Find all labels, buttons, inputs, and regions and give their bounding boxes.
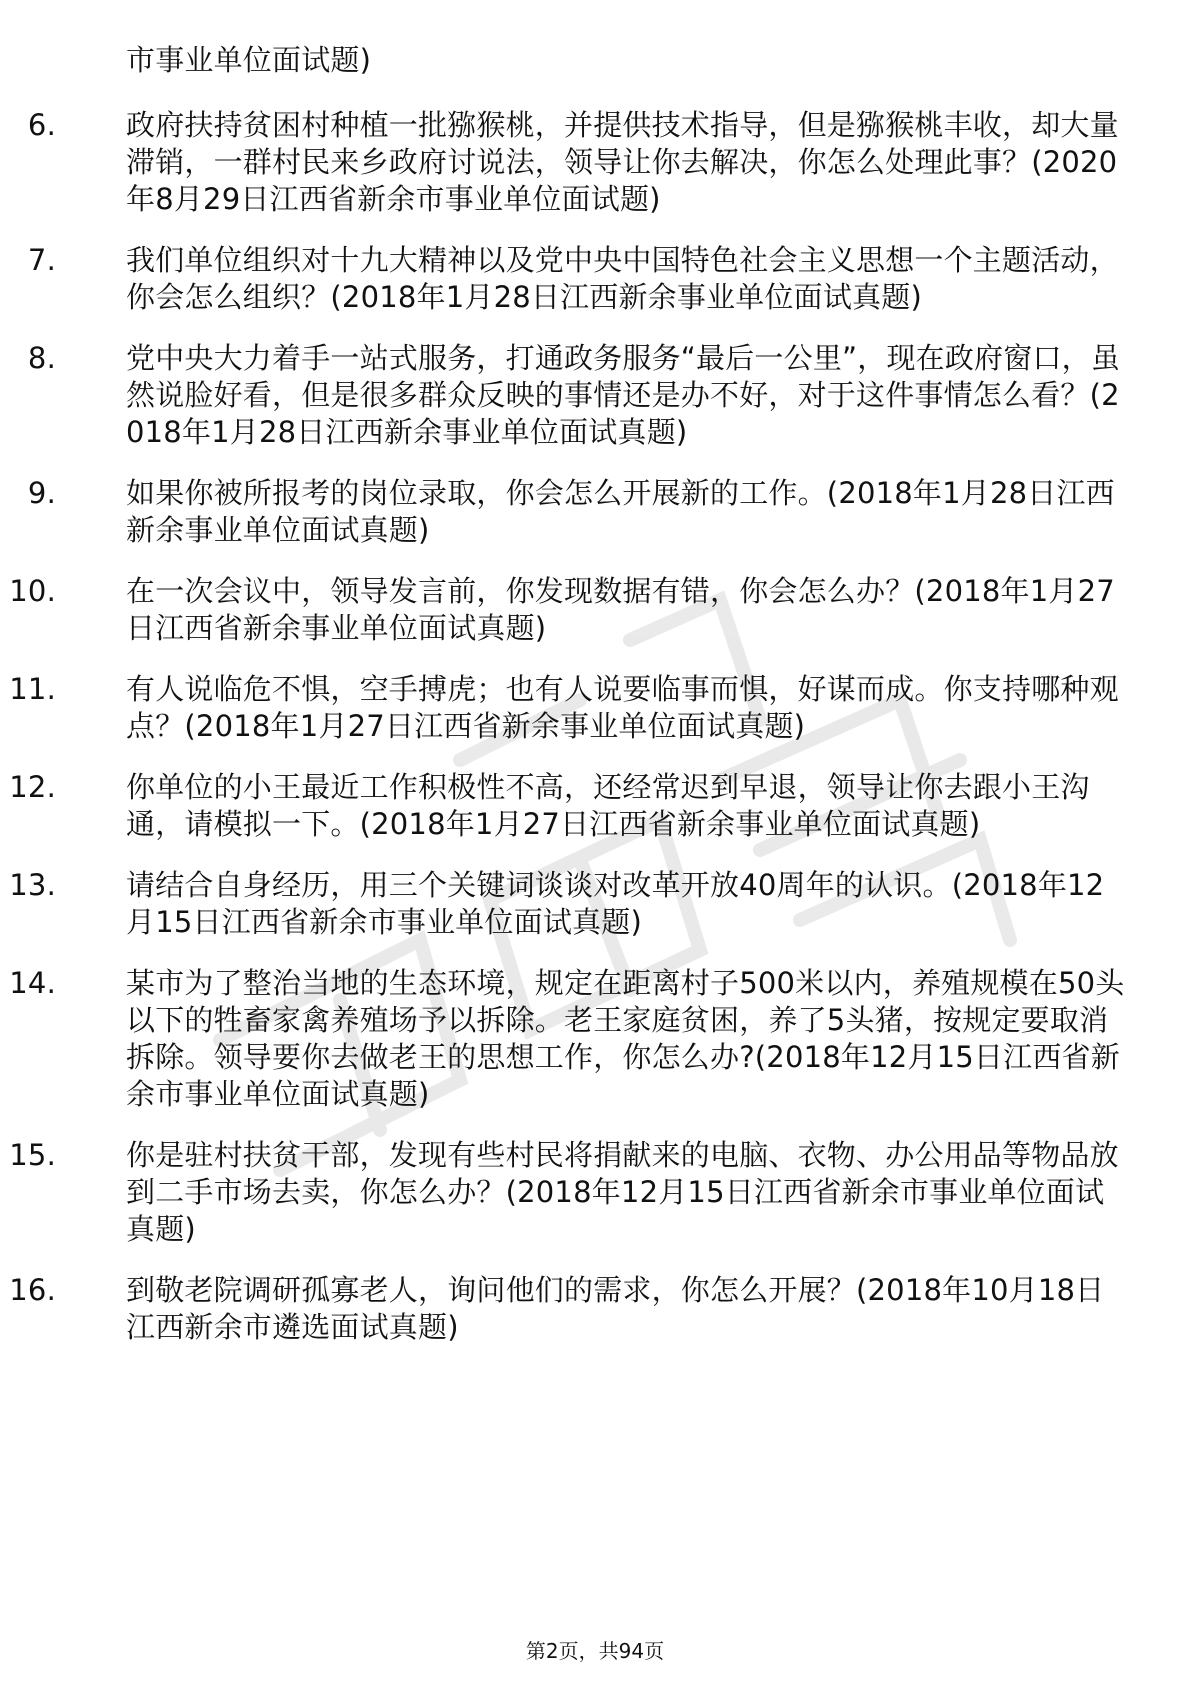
question-item	[0, 107, 1126, 218]
question-number: 14.	[9, 966, 56, 1000]
question-text: 政府扶持贫困村种植一批猕猴桃，并提供技术指导，但是猕猴桃丰收，却大量滞销，一群村民来乡政府讨说法，领导让你去解决，你怎么处理此事？(2020年8月29日江西省新余市事业单位面试题)	[126, 108, 1119, 216]
question-number: 7.	[27, 243, 56, 277]
page-footer	[0, 1638, 1190, 1664]
question-item	[0, 475, 1126, 549]
question-item	[0, 242, 1126, 316]
question-item	[0, 340, 1126, 451]
question-continuation-text: 市事业单位面试题)	[126, 43, 372, 77]
question-text: 如果你被所报考的岗位录取，你会怎么开展新的工作。(2018年1月28日江西新余事业单位面试真题)	[126, 476, 1115, 547]
question-text: 你是驻村扶贫干部，发现有些村民将捐献来的电脑、衣物、办公用品等物品放到二手市场去卖，你怎么办？(2018年12月15日江西省新余市事业单位面试真题)	[126, 1138, 1119, 1246]
question-item	[0, 867, 1126, 941]
question-item	[0, 671, 1126, 745]
question-text: 有人说临危不惧，空手搏虎；也有人说要临事而惧，好谋而成。你支持哪种观点？(2018年1月27日江西省新余事业单位面试真题)	[126, 672, 1119, 743]
question-item	[0, 1272, 1126, 1346]
question-item	[0, 965, 1126, 1113]
question-text: 请结合自身经历，用三个关键词谈谈对改革开放40周年的认识。(2018年12月15日江西省新余市事业单位面试真题)	[126, 868, 1105, 939]
question-number: 6.	[27, 108, 56, 142]
question-text: 我们单位组织对十九大精神以及党中央中国特色社会主义思想一个主题活动，你会怎么组织？(2018年1月28日江西新余事业单位面试真题)	[126, 243, 1119, 314]
question-number: 10.	[9, 574, 56, 608]
question-continuation	[0, 42, 1126, 79]
page-number-label: 第2页，共94页	[525, 1639, 665, 1663]
question-number: 9.	[27, 476, 56, 510]
question-number: 8.	[27, 341, 56, 375]
question-item	[0, 1137, 1126, 1248]
question-number: 11.	[9, 672, 56, 706]
question-text: 你单位的小王最近工作积极性不高，还经常迟到早退，领导让你去跟小王沟通，请模拟一下。(2018年1月27日江西省新余事业单位面试真题)	[126, 770, 1090, 841]
question-item	[0, 769, 1126, 843]
question-number: 16.	[9, 1273, 56, 1307]
question-list	[0, 42, 1190, 1370]
question-number: 12.	[9, 770, 56, 804]
question-item	[0, 573, 1126, 647]
question-text: 到敬老院调研孤寡老人，询问他们的需求，你怎么开展？(2018年10月18日江西新余市遴选面试真题)	[126, 1273, 1105, 1344]
question-text: 在一次会议中，领导发言前，你发现数据有错，你会怎么办？(2018年1月27日江西省新余事业单位面试真题)	[126, 574, 1115, 645]
question-number: 13.	[9, 868, 56, 902]
question-text: 党中央大力着手一站式服务，打通政务服务“最后一公里”，现在政府窗口，虽然说脸好看，但是很多群众反映的事情还是办不好，对于这件事情怎么看？(2018年1月28日江西新余事业单位面试真题)	[126, 341, 1121, 449]
question-text: 某市为了整治当地的生态环境，规定在距离村子500米以内，养殖规模在50头以下的牲畜家禽养殖场予以拆除。老王家庭贫困，养了5头猪，按规定要取消拆除。领导要你去做老王的思想工作，你怎么办?(2018年12月15日江西省新余市事业单位面试真题)	[126, 966, 1125, 1111]
question-number: 15.	[9, 1138, 56, 1172]
